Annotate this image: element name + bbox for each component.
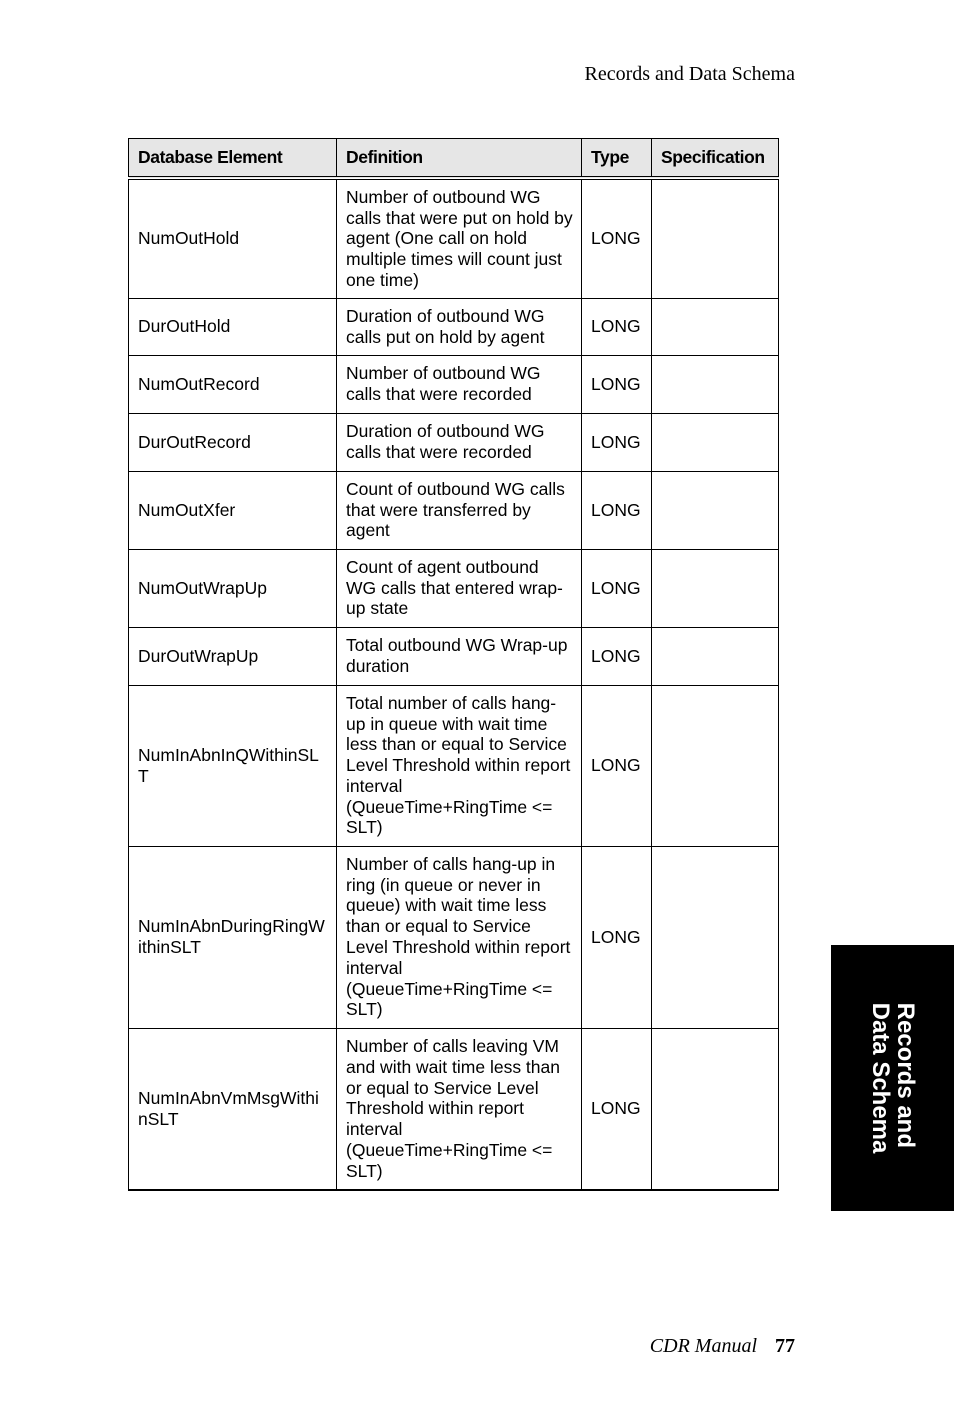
- table-row: [129, 846, 779, 1028]
- section-tab-line-1: Records and: [891, 1002, 919, 1148]
- cell-definition: Duration of outbound WG calls put on hold by agent: [337, 298, 582, 355]
- cell-specification: [652, 1028, 779, 1190]
- column-header-specification: Specification: [652, 139, 779, 179]
- table-row: [129, 413, 779, 471]
- table-row: [129, 685, 779, 846]
- table-header-row: [129, 139, 779, 179]
- cell-specification: [652, 549, 779, 627]
- cell-specification: [652, 846, 779, 1028]
- cell-type: LONG: [582, 298, 652, 355]
- table-row: [129, 298, 779, 355]
- cell-definition: Count of agent outbound WG calls that entered wrap-up state: [337, 549, 582, 627]
- cell-definition: Total number of calls hang-up in queue with wait time less than or equal to Service Level Threshold within report interval (QueueTime+RingTime <= SLT): [337, 685, 582, 846]
- page-number: 77: [775, 1335, 795, 1357]
- section-tab-line-2: Data Schema: [866, 1002, 894, 1154]
- cell-element: NumInAbnInQWithinSLT: [129, 685, 337, 846]
- cell-type: LONG: [582, 355, 652, 413]
- cell-type: LONG: [582, 178, 652, 298]
- cell-type: LONG: [582, 1028, 652, 1190]
- column-header-element: Database Element: [129, 139, 337, 179]
- cell-specification: [652, 471, 779, 549]
- cell-type: LONG: [582, 413, 652, 471]
- schema-table: [128, 138, 779, 1191]
- cell-element: DurOutRecord: [129, 413, 337, 471]
- running-header: Records and Data Schema: [584, 63, 795, 85]
- cell-specification: [652, 178, 779, 298]
- cell-specification: [652, 627, 779, 685]
- cell-element: NumInAbnDuringRingWithinSLT: [129, 846, 337, 1028]
- table-row: [129, 627, 779, 685]
- cell-specification: [652, 355, 779, 413]
- cell-definition: Number of calls leaving VM and with wait time less than or equal to Service Level Threshold within report interval (QueueTime+RingTime <= SLT): [337, 1028, 582, 1190]
- section-tab: [831, 945, 954, 1211]
- cell-type: LONG: [582, 471, 652, 549]
- cell-definition: Number of calls hang-up in ring (in queue or never in queue) with wait time less than or equal to Service Level Threshold within report interval (QueueTime+RingTime <= SLT): [337, 846, 582, 1028]
- cell-element: NumOutXfer: [129, 471, 337, 549]
- table-row: [129, 471, 779, 549]
- table-row: [129, 355, 779, 413]
- cell-type: LONG: [582, 685, 652, 846]
- cell-type: LONG: [582, 846, 652, 1028]
- cell-specification: [652, 413, 779, 471]
- cell-element: NumOutWrapUp: [129, 549, 337, 627]
- page-footer: [650, 1335, 795, 1358]
- table-row: [129, 549, 779, 627]
- cell-specification: [652, 685, 779, 846]
- cell-type: LONG: [582, 549, 652, 627]
- table-row: [129, 1028, 779, 1190]
- column-header-definition: Definition: [337, 139, 582, 179]
- cell-element: NumOutRecord: [129, 355, 337, 413]
- cell-definition: Duration of outbound WG calls that were recorded: [337, 413, 582, 471]
- column-header-type: Type: [582, 139, 652, 179]
- cell-specification: [652, 298, 779, 355]
- cell-element: NumOutHold: [129, 178, 337, 298]
- cell-definition: Number of outbound WG calls that were put on hold by agent (One call on hold multiple times will count just one time): [337, 178, 582, 298]
- table-row: [129, 178, 779, 298]
- cell-definition: Total outbound WG Wrap-up duration: [337, 627, 582, 685]
- section-tab-label: [868, 1003, 918, 1154]
- cell-element: DurOutWrapUp: [129, 627, 337, 685]
- cell-type: LONG: [582, 627, 652, 685]
- cell-element: NumInAbnVmMsgWithinSLT: [129, 1028, 337, 1190]
- manual-title: CDR Manual: [649, 1335, 757, 1357]
- cell-definition: Count of outbound WG calls that were transferred by agent: [337, 471, 582, 549]
- cell-definition: Number of outbound WG calls that were recorded: [337, 355, 582, 413]
- cell-element: DurOutHold: [129, 298, 337, 355]
